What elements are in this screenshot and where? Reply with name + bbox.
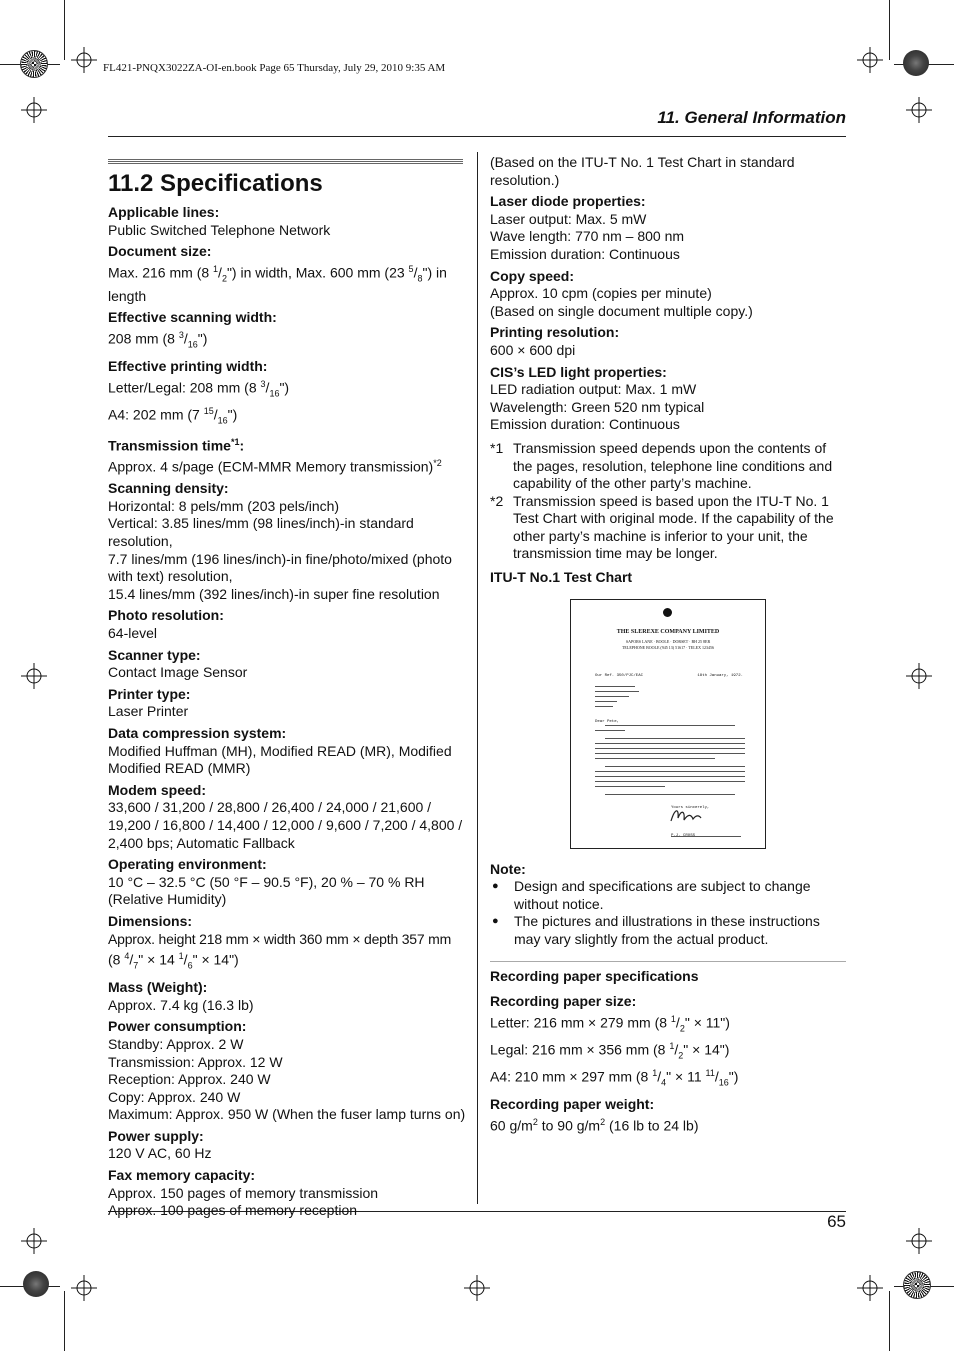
note-item [490, 878, 846, 913]
spec-value: Emission duration: Continuous [490, 245, 680, 262]
spec-value: Transmission: Approx. 12 W [108, 1053, 283, 1070]
spec-value: Public Switched Telephone Network [108, 221, 331, 238]
spec-value: Approx. 7.4 kg (16.3 lb) [108, 996, 254, 1013]
page-number: 65 [827, 1212, 846, 1231]
text-line [595, 786, 665, 787]
test-chart-ref: Our Ref. 350/PJC/EAC [595, 673, 644, 678]
spec-value: 208 mm (8 $^3/_{16}$") [108, 330, 208, 350]
registration-crosshair-icon [906, 663, 932, 689]
text-line [595, 696, 629, 697]
spec-label: Document size: [108, 243, 212, 260]
registration-crosshair-icon [21, 97, 47, 123]
registration-crosshair-icon [857, 47, 883, 73]
spec-value: Modified Huffman (MH), Modified READ (MR), Modified Modified READ (MMR) [108, 742, 452, 777]
spec-value: (Based on the ITU-T No. 1 Test Chart in standard resolution.) [490, 154, 795, 188]
section-rule [490, 961, 846, 962]
spec-label: Transmission time$^{*1}$: [108, 436, 245, 454]
text-line [595, 701, 617, 702]
test-chart-image [570, 599, 766, 849]
spec-value: Wavelength: Green 520 nm typical [490, 398, 705, 415]
footnote-text: Transmission speed is based upon the ITU-T No. 1 Test Chart with original mode. If the capability of the other party’s machine is inferior to your unit, the transmission time may be longer. [513, 492, 834, 562]
text-line [595, 686, 635, 687]
spec-label: CIS’s LED light properties: [490, 363, 667, 380]
footnote [490, 493, 846, 563]
note-text: The pictures and illustrations in these instructions may vary slightly from the actual product. [514, 913, 820, 948]
section-header: 11. General Information [657, 108, 846, 127]
spec-value: Approx. 150 pages of memory transmission [108, 1184, 379, 1201]
registration-dial-icon [903, 50, 929, 76]
header-rule [108, 136, 846, 137]
registration-crosshair-icon [464, 1275, 490, 1301]
test-chart-logo-icon [663, 608, 672, 617]
spec-label: Data compression system: [108, 724, 287, 741]
footnote [490, 440, 846, 493]
crop-mark [64, 0, 65, 60]
registration-dial-icon [20, 50, 48, 78]
text-line [595, 781, 745, 782]
spec-label: Printing resolution: [490, 324, 620, 341]
spec-value: Laser output: Max. 5 mW [490, 210, 647, 227]
spec-label: Printer type: [108, 685, 191, 702]
note-text: Design and specifications are subject to change without notice. [514, 878, 811, 912]
spec-value: 15.4 lines/mm (392 lines/inch)-in super fine resolution [108, 585, 440, 602]
text-line [595, 691, 639, 692]
spec-value: 120 V AC, 60 Hz [108, 1145, 212, 1162]
section-heading: Recording paper specifications [490, 967, 699, 984]
spec-value: Contact Image Sensor [108, 664, 248, 681]
spec-value: 600 × 600 dpi [490, 341, 576, 358]
spec-value: A4: 202 mm (7 $^{15}/_{16}$") [108, 405, 238, 426]
text-line [595, 730, 625, 731]
spec-value: Letter/Legal: 208 mm (8 $^3/_{16}$") [108, 378, 290, 399]
text-line [605, 766, 745, 767]
text-line [605, 794, 735, 795]
crop-mark [64, 1291, 65, 1351]
spec-value: Vertical: 3.85 lines/mm (98 lines/inch)-in standard resolution, [108, 515, 414, 550]
spec-value: Approx. height 218 mm × width 360 mm × depth 357 mm [108, 930, 452, 947]
spec-label: Power consumption: [108, 1018, 247, 1035]
text-line [595, 771, 745, 772]
registration-crosshair-icon [906, 1228, 932, 1254]
spec-label: Copy speed: [490, 267, 575, 284]
bullet-icon: ● [492, 880, 499, 893]
spec-value: Max. 216 mm (8 $^1/_2$") in width, Max. 600 mm (23 $^5/_8$") in length [108, 263, 447, 304]
spec-value: LED radiation output: Max. 1 mW [490, 381, 697, 398]
crop-mark [889, 1291, 890, 1351]
text-line [595, 743, 745, 744]
spec-label: Photo resolution: [108, 607, 224, 624]
spec-value: 10 °C – 32.5 °C (50 °F – 90.5 °F), 20 % – 70 % RH (Relative Humidity) [108, 873, 425, 908]
spec-label: Applicable lines: [108, 204, 220, 220]
registration-crosshair-icon [906, 97, 932, 123]
text-line [605, 725, 735, 726]
spec-label: Dimensions: [108, 912, 193, 929]
spec-value: Standby: Approx. 2 W [108, 1035, 244, 1052]
text-line [605, 738, 745, 739]
column-divider [477, 152, 478, 1204]
spec-label: Modem speed: [108, 781, 207, 798]
text-line [595, 706, 613, 707]
file-info: FL421-PNQX3022ZA-OI-en.book Page 65 Thursday, July 29, 2010 9:35 AM [103, 62, 446, 74]
note-label: Note: [490, 860, 526, 877]
spec-value: 60 $g/m^2$ to 90 $g/m^2$ (16 lb to 24 lb) [490, 1116, 699, 1134]
spec-label: Effective printing width: [108, 358, 268, 375]
spec-value: Reception: Approx. 240 W [108, 1071, 271, 1088]
spec-value: (Based on single document multiple copy.) [490, 302, 753, 319]
registration-crosshair-icon [21, 663, 47, 689]
spec-label: Power supply: [108, 1127, 204, 1144]
spec-value: Approx. 4 s/page (ECM-MMR Memory transmission)$^{*2}$ [108, 458, 442, 475]
spec-value: Emission duration: Continuous [490, 416, 680, 433]
spec-label: Recording paper weight: [490, 1095, 655, 1112]
spec-value: Approx. 10 cpm (copies per minute) [490, 285, 712, 302]
spec-label: Laser diode properties: [490, 193, 646, 210]
spec-value: Maximum: Approx. 950 W (When the fuser lamp turns on) [108, 1106, 466, 1123]
text-line [595, 748, 745, 749]
spec-label: Mass (Weight): [108, 979, 208, 996]
spec-value: Approx. 100 pages of memory reception [108, 1202, 358, 1219]
spec-value: A4: 210 mm × 297 mm (8 $^1/_4$" × 11 $^{11}/_{16}$") [490, 1067, 739, 1088]
spec-value: 64-level [108, 625, 158, 641]
signature-icon [669, 806, 703, 824]
spec-label: Scanner type: [108, 646, 201, 663]
spec-value: Legal: 216 mm × 356 mm (8 $^1/_2$" × 14") [490, 1040, 730, 1061]
spec-label: Effective scanning width: [108, 309, 277, 326]
spec-value: Letter: 216 mm × 279 mm (8 $^1/_2$" × 11") [490, 1013, 730, 1034]
registration-crosshair-icon [71, 1275, 97, 1301]
test-chart-label: ITU-T No.1 Test Chart [490, 569, 633, 586]
title-bar [108, 159, 463, 165]
text-line [595, 753, 745, 754]
spec-value: 7.7 lines/mm (196 lines/inch)-in fine/photo/mixed (photo with text) resolution, [108, 550, 452, 585]
test-chart-closing: Yours sincerely, [671, 805, 710, 810]
spec-label: Operating environment: [108, 856, 267, 873]
registration-dial-icon [23, 1271, 49, 1297]
registration-crosshair-icon [71, 47, 97, 73]
spec-value: Laser Printer [108, 703, 189, 720]
crop-mark [889, 0, 890, 60]
text-line [671, 836, 741, 837]
registration-crosshair-icon [21, 1228, 47, 1254]
test-chart-date: 18th January, 1972. [697, 673, 743, 678]
footnote-mark: *1 [490, 439, 504, 456]
spec-value: 33,600 / 31,200 / 28,800 / 26,400 / 24,000 / 21,600 / 19,200 / 16,800 / 14,400 / 12,000 / 9,600 / 7,200 / 4,800 / 2,400 bps; Automatic Fallback [108, 799, 463, 851]
page-title: 11.2 Specifications [108, 170, 323, 197]
footnote-text: Transmission speed depends upon the contents of the pages, resolution, telephone line conditions and capability of the other party’s machine. [513, 439, 833, 492]
registration-dial-icon [903, 1271, 931, 1299]
spec-value: Copy: Approx. 240 W [108, 1088, 241, 1105]
spec-label: Recording paper size: [490, 993, 637, 1010]
spec-value: Wave length: 770 nm – 800 nm [490, 228, 685, 245]
footnote-mark: *2 [490, 492, 504, 509]
text-line [595, 776, 745, 777]
note-item [490, 913, 846, 948]
test-chart-company: THE SLEREXE COMPANY LIMITED [616, 628, 720, 635]
spec-label: Scanning density: [108, 480, 229, 497]
left-column [108, 204, 466, 1220]
test-chart-salutation: Dear Pete, [595, 719, 620, 724]
text-line [595, 758, 715, 759]
test-chart-address: TELEPHONE BOOLE (945 13) 51617 · TELEX 123456 [621, 644, 715, 650]
registration-crosshair-icon [857, 1275, 883, 1301]
spec-label: Fax memory capacity: [108, 1167, 256, 1184]
spec-value: (8 $^4/_7$" × 14 $^1/_6$" × 14") [108, 951, 239, 971]
bullet-icon: ● [492, 915, 499, 928]
right-column [490, 154, 846, 1135]
spec-value: Horizontal: 8 pels/mm (203 pels/inch) [108, 497, 340, 514]
test-chart-address: SAPORS LANE · BOOLE · DORSET · BH 25 8ER [625, 638, 711, 644]
